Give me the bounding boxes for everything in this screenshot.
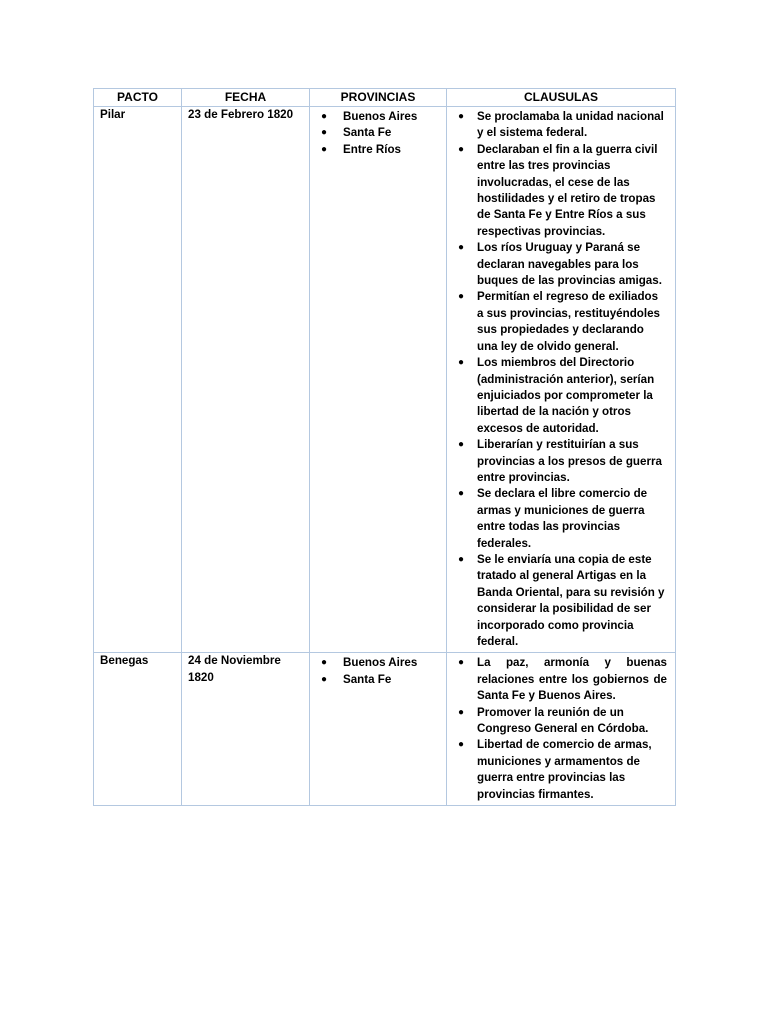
- list-item: [316, 672, 440, 688]
- list-item: [316, 142, 440, 158]
- list-item: [453, 655, 669, 704]
- list-item: [453, 289, 669, 355]
- bullet-icon: ●: [458, 439, 465, 451]
- clausula-text: Se declara el libre comercio de armas y municiones de guerra entre todas las provincias federales.: [477, 487, 648, 550]
- table-header-row: [94, 89, 676, 107]
- clausulas-list: [453, 653, 669, 805]
- list-item: [453, 705, 669, 738]
- list-item: [453, 552, 669, 650]
- clausula-text: Se le enviaría una copia de este tratado al general Artigas en la Banda Oriental, para su revisión y considerar la posibilidad de ser incorporado como provincia federal.: [477, 552, 665, 648]
- list-item: [453, 109, 669, 142]
- clausula-text: La paz, armonía y buenas relaciones entre los gobiernos de Santa Fe y Buenos Aires.: [477, 656, 667, 703]
- list-item: [453, 355, 669, 437]
- provincias-list: [316, 107, 440, 158]
- clausula-text: Se proclamaba la unidad nacional y el sistema federal.: [477, 110, 664, 140]
- provincia-name: Buenos Aires: [343, 656, 418, 670]
- bullet-icon: ●: [321, 143, 328, 155]
- header-fecha: FECHA: [182, 89, 310, 107]
- list-item: [453, 437, 669, 486]
- provincias-cell: [310, 653, 447, 806]
- list-item: [453, 486, 669, 552]
- clausula-text: Libertad de comercio de armas, municiones y armamentos de guerra entre provincias las provincias firmantes.: [477, 738, 652, 801]
- list-item: [453, 240, 669, 289]
- bullet-icon: ●: [321, 111, 328, 122]
- table-row: [94, 653, 676, 806]
- bullet-icon: ●: [458, 242, 465, 254]
- table-row: [94, 107, 676, 653]
- bullet-icon: ●: [321, 127, 328, 139]
- clausula-text: Permitían el regreso de exiliados a sus provincias, restituyéndoles sus propiedades y declarando una ley de olvido general.: [477, 290, 660, 353]
- bullet-icon: ●: [458, 553, 465, 565]
- fecha-cell: 24 de Noviembre 1820: [182, 653, 310, 806]
- provincia-name: Entre Ríos: [343, 142, 401, 156]
- bullet-icon: ●: [321, 673, 328, 685]
- header-pacto: PACTO: [94, 89, 182, 107]
- clausulas-list: [453, 107, 669, 652]
- pacto-cell: Benegas: [94, 653, 182, 806]
- list-item: [453, 142, 669, 240]
- bullet-icon: ●: [321, 657, 328, 669]
- clausula-text: Promover la reunión de un Congreso General en Córdoba.: [477, 705, 649, 736]
- bullet-icon: ●: [458, 706, 465, 718]
- pacto-cell: Pilar: [94, 107, 182, 653]
- list-item: [316, 109, 440, 125]
- provincia-name: Santa Fe: [343, 126, 392, 140]
- pacts-table: [93, 88, 676, 806]
- fecha-cell: 23 de Febrero 1820: [182, 107, 310, 653]
- clausula-text: Declaraban el fin a la guerra civil entre las tres provincias involucradas, el cese de las hostilidades y el retiro de tropas de Santa Fe y Entre Ríos a sus respectivas provincias.: [477, 142, 658, 238]
- list-item: [316, 655, 440, 671]
- bullet-icon: ●: [458, 111, 465, 122]
- clausula-text: Los ríos Uruguay y Paraná se declaran navegables para los buques de las provincias amigas.: [477, 241, 662, 288]
- clausulas-cell: [447, 107, 676, 653]
- provincias-cell: [310, 107, 447, 653]
- bullet-icon: ●: [458, 657, 465, 669]
- provincia-name: Buenos Aires: [343, 110, 418, 123]
- bullet-icon: ●: [458, 143, 465, 155]
- bullet-icon: ●: [458, 291, 465, 303]
- provincia-name: Santa Fe: [343, 672, 392, 686]
- bullet-icon: ●: [458, 488, 465, 500]
- clausulas-cell: [447, 653, 676, 806]
- clausula-text: Los miembros del Directorio (administración anterior), serían enjuiciados por comprometer la libertad de la nación y otros excesos de autoridad.: [477, 356, 655, 435]
- bullet-icon: ●: [458, 739, 465, 751]
- clausula-text: Liberarían y restituirían a sus provincias a los presos de guerra entre provincias.: [477, 438, 662, 484]
- provincias-list: [316, 653, 440, 688]
- header-clausulas: CLAUSULAS: [447, 89, 676, 107]
- bullet-icon: ●: [458, 357, 465, 369]
- list-item: [316, 125, 440, 141]
- list-item: [453, 737, 669, 803]
- header-provincias: PROVINCIAS: [310, 89, 447, 107]
